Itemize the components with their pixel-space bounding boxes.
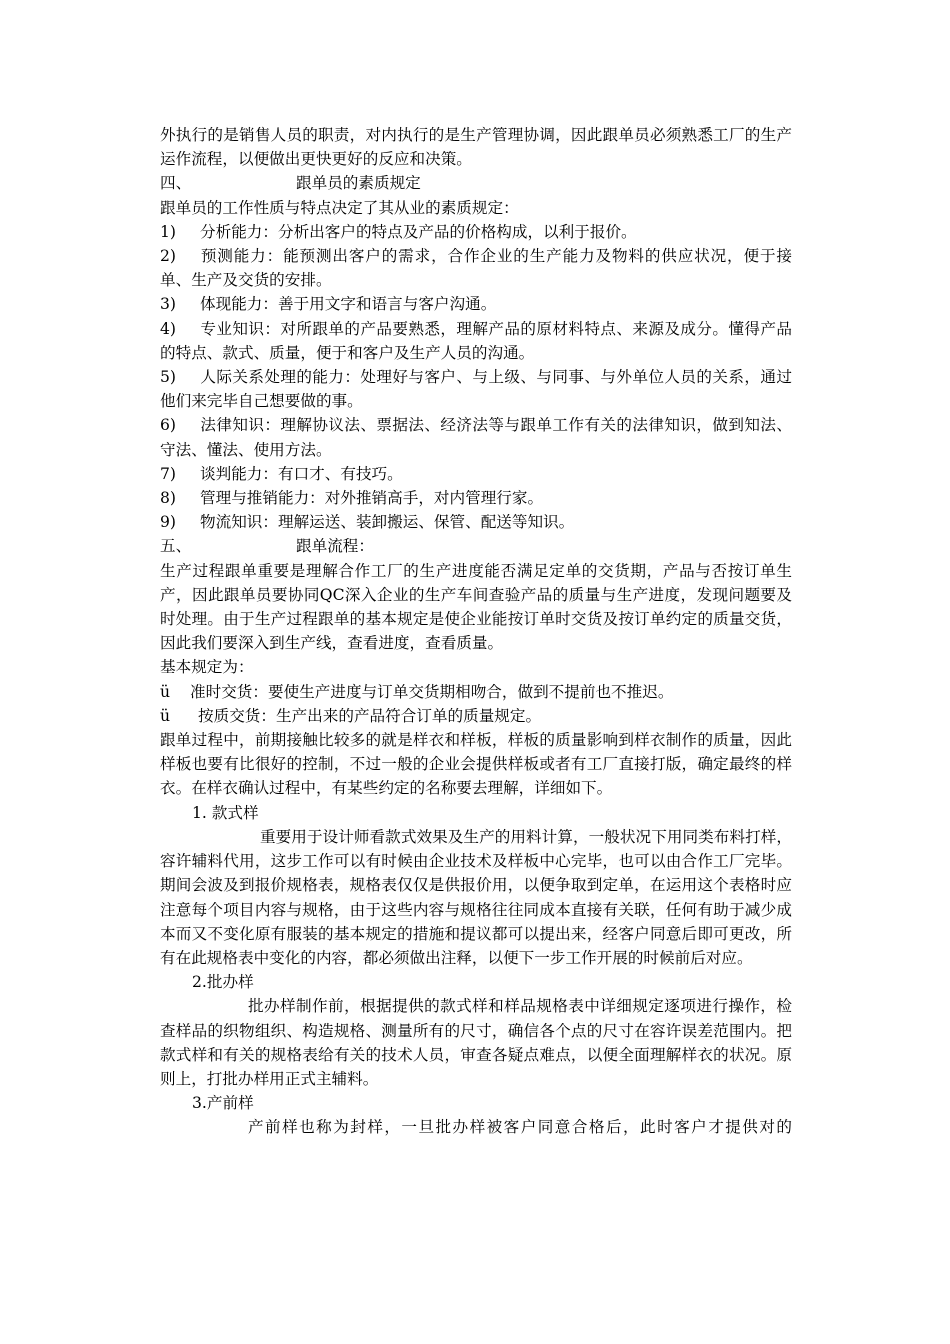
list-number: 9) (160, 513, 177, 532)
section-5-paragraph: 生产过程跟单重要是理解合作工厂的生产进度能否满足定单的交货期，产品与否按订单生产，因此跟单员要协同QC深入企业的生产车间查验产品的质量与生产进度，发现问题要及时处理。由于生产过程跟单的基本规定是使企业能按订单时交货及按订单约定的质量交货，因此我们要深入到生产线，查看进度，查看质量。 (160, 561, 792, 653)
subsection-text-1: 重要用于设计师看款式效果及生产的用料计算，一般状况下用同类布料打样，容许辅料代用，这步工作可以有时候由企业技术及样板中心完毕，也可以由合作工厂完毕。期间会波及到报价规格表，规格表仅仅是供报价用，以便争取到定单，在运用这个表格时应注意每个项目内容与规格，由于这些内容与规格往往同成本直接有关联，任何有助于减少成本而又不变化原有服装的基本规定的措施和提议都可以提出来，经客户同意后即可更改，所有在此规格表中变化的内容，都必须做出注释，以便下一步工作开展的时候前后对应。 (160, 827, 792, 967)
list-item (160, 292, 792, 316)
list-item (160, 317, 792, 365)
bullet-mark: ü (160, 682, 171, 701)
bullet-text: 按质交货：生产出来的产品符合订单的质量规定。 (198, 706, 542, 725)
document-page (160, 123, 792, 1140)
list-text: 人际关系处理的能力：处理好与客户、与上级、与同事、与外单位人员的关系，通过他们来完毕自己想要做的事。 (160, 368, 792, 411)
subsection-text-3: 产前样也称为封样，一旦批办样被客户同意合格后，此时客户才提供对的 (248, 1118, 792, 1137)
list-item (160, 365, 792, 413)
list-number: 5) (160, 368, 177, 387)
list-item (160, 413, 792, 461)
list-number: 1) (160, 222, 177, 241)
bullet-item (160, 704, 792, 728)
list-item (160, 220, 792, 244)
subsection-text-2: 批办样制作前，根据提供的款式样和样品规格表中详细规定逐项进行操作，检查样品的织物组织、构造规格、测量所有的尺寸，确信各个点的尺寸在容许误差范围内。把款式样和有关的规格表给有关的技术人员，审查各疑点难点，以便全面理解样衣的状况。原则上，打批办样用正式主辅料。 (160, 997, 792, 1088)
list-number: 3) (160, 295, 177, 314)
list-text: 专业知识：对所跟单的产品要熟悉，理解产品的原材料特点、来源及成分。懂得产品的特点、款式、质量，便于和客户及生产人员的沟通。 (160, 319, 792, 362)
list-text: 法律知识：理解协议法、票据法、经济法等与跟单工作有关的法律知识，做到知法、守法、懂法、使用方法。 (160, 416, 792, 459)
section-number: 五、 (160, 537, 192, 556)
list-text: 预测能力：能预测出客户的需求，合作企业的生产能力及物料的供应状况，便于接单、生产及交货的安排。 (160, 247, 792, 290)
list-number: 7) (160, 464, 177, 483)
sample-paragraph: 跟单过程中，前期接触比较多的就是样衣和样板，样板的质量影响到样衣制作的质量，因此样板也要有比很好的控制，不过一般的企业会提供样板或者有工厂直接打版，确定最终的样衣。在样衣确认过程中，有某些约定的名称要去理解，详细如下。 (160, 731, 792, 798)
list-number: 8) (160, 489, 177, 508)
bullet-mark: ü (160, 706, 171, 725)
list-text: 分析能力：分析出客户的特点及产品的价格构成，以利于报价。 (200, 222, 637, 241)
section-title: 跟单员的素质规定 (296, 174, 421, 193)
bullet-item (160, 680, 792, 704)
subsection-title-2: 2.批办样 (192, 973, 254, 992)
section-4-intro: 跟单员的工作性质与特点决定了其从业的素质规定： (160, 198, 519, 217)
section-title: 跟单流程： (296, 537, 374, 556)
list-number: 6) (160, 416, 177, 435)
list-number: 4) (160, 319, 177, 338)
subsection-title-1: 1. 款式样 (192, 803, 259, 822)
list-number: 2) (160, 247, 177, 266)
list-item (160, 462, 792, 486)
bullet-text: 准时交货：要使生产进度与订单交货期相吻合，做到不提前也不推迟。 (190, 682, 674, 701)
list-text: 管理与推销能力：对外推销高手，对内管理行家。 (200, 489, 544, 508)
section-heading-4 (160, 171, 792, 195)
section-number: 四、 (160, 174, 192, 193)
list-item (160, 244, 792, 292)
list-text: 体现能力：善于用文字和语言与客户沟通。 (200, 295, 497, 314)
list-text: 物流知识：理解运送、装卸搬运、保管、配送等知识。 (200, 513, 575, 532)
paragraph-intro-continuation: 外执行的是销售人员的职责，对内执行的是生产管理协调，因此跟单员必须熟悉工厂的生产运作流程，以便做出更快更好的反应和决策。 (160, 126, 792, 169)
list-text: 谈判能力：有口才、有技巧。 (200, 464, 403, 483)
subsection-title-3: 3.产前样 (192, 1094, 254, 1113)
list-item (160, 510, 792, 534)
basic-requirements-label: 基本规定为： (160, 658, 254, 677)
section-heading-5 (160, 534, 792, 558)
list-item (160, 486, 792, 510)
